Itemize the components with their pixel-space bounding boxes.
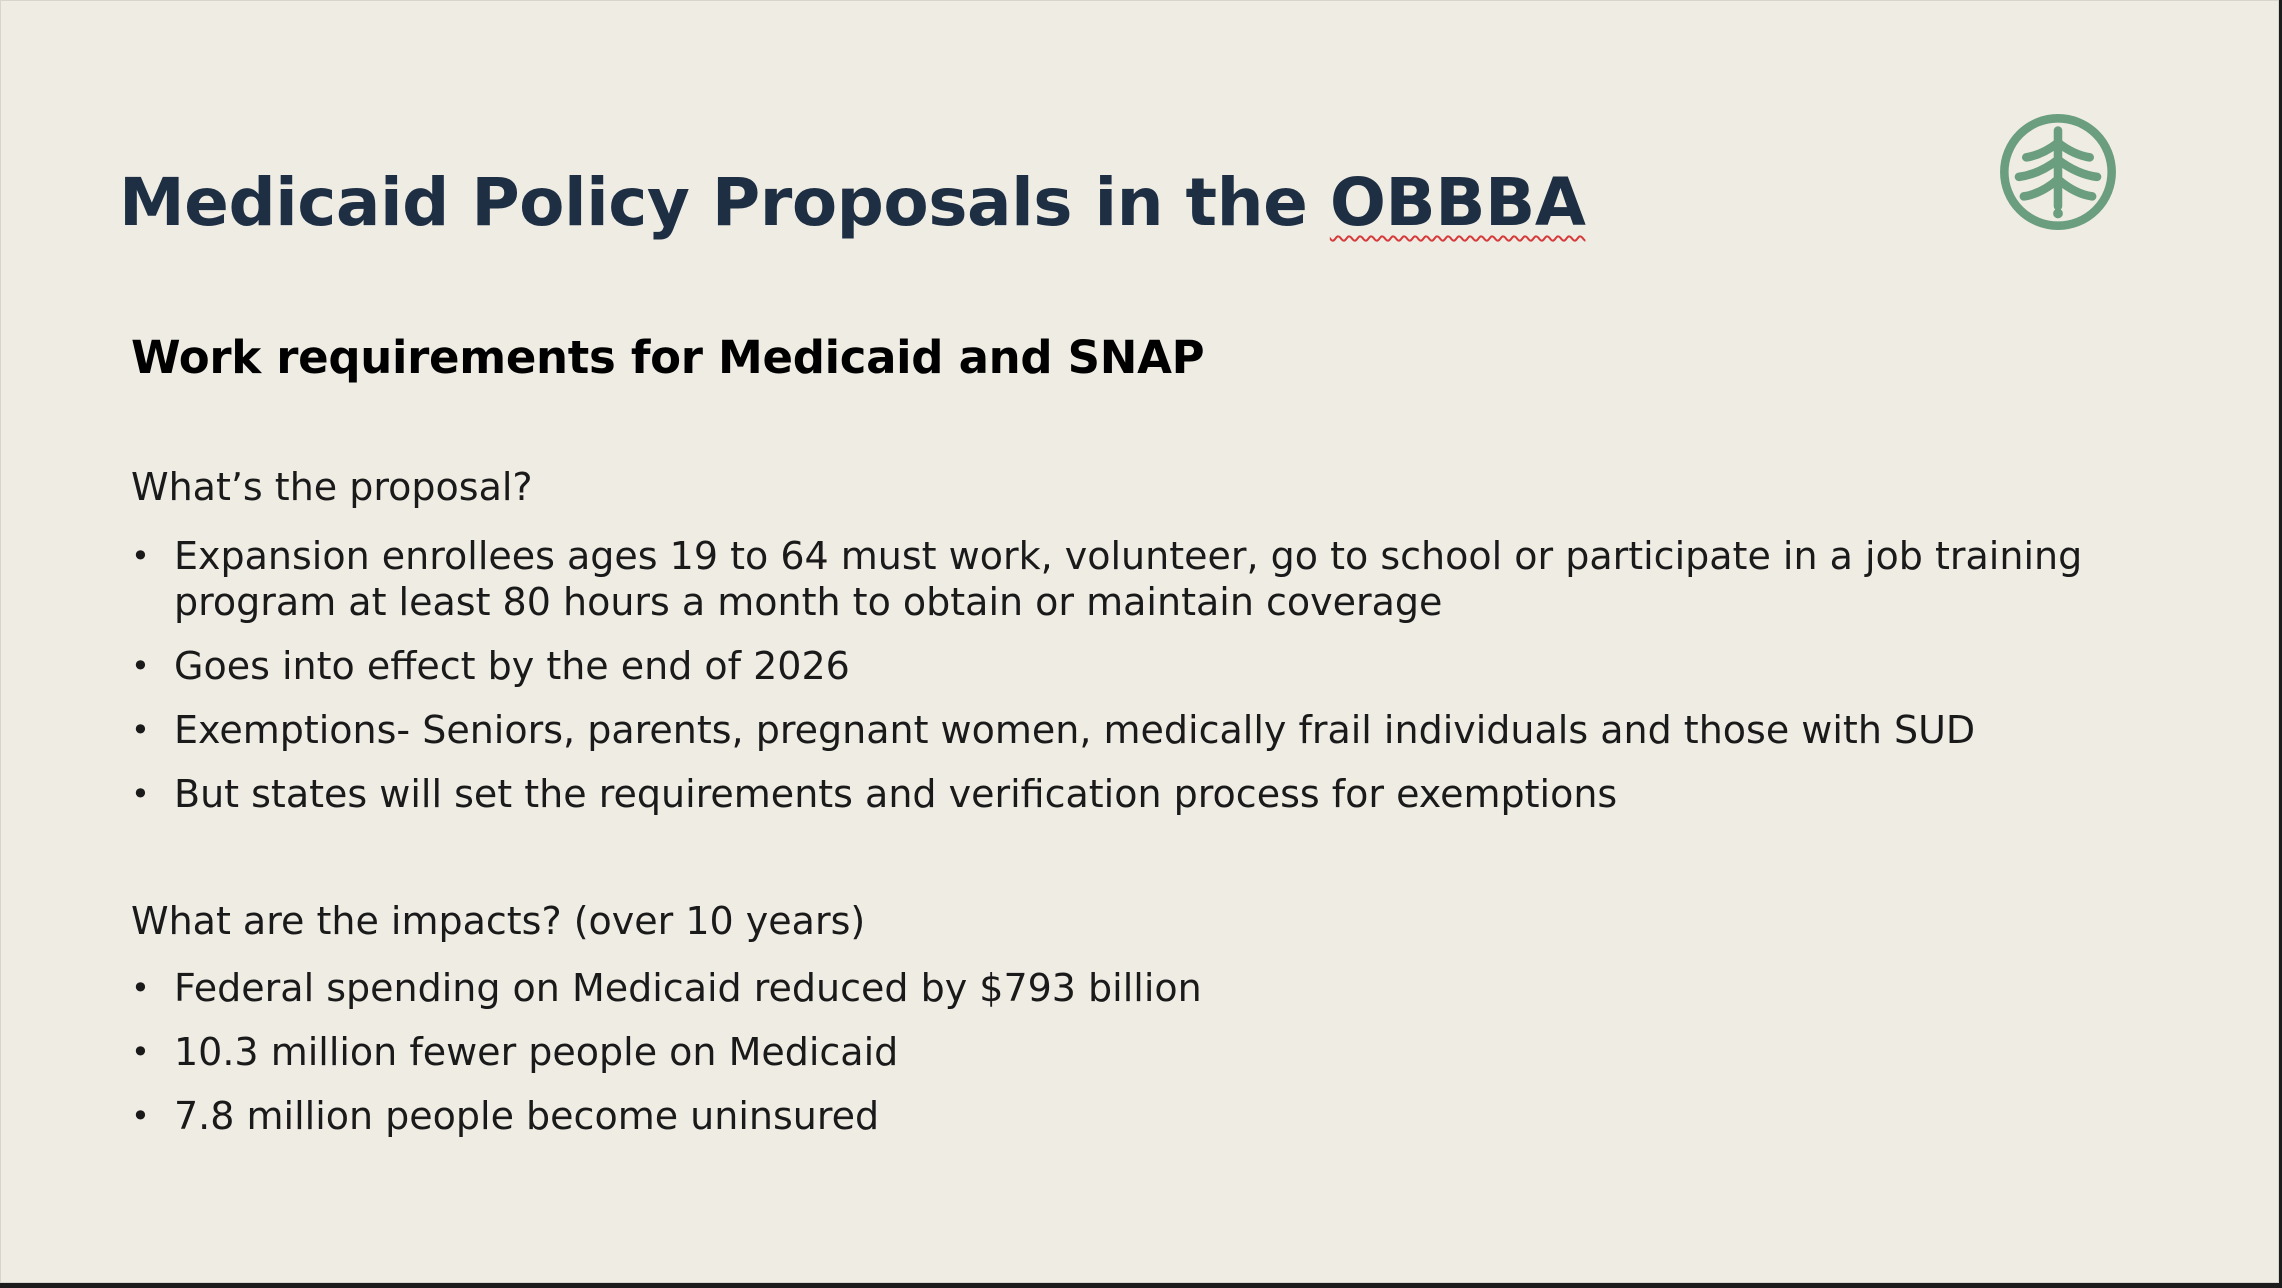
list-item: • Federal spending on Medicaid reduced by $793 billion [131,965,2091,1011]
proposal-bullet-list [131,533,2091,835]
list-item: • But states will set the requirements and verification process for exemptions [131,771,2091,817]
slide-title [119,164,1586,241]
list-item: • Exemptions- Seniors, parents, pregnant women, medically frail individuals and those with SUD [131,707,2091,753]
list-item: • 7.8 million people become uninsured [131,1093,2091,1139]
slide-title-acronym: OBBBA [1329,164,1586,241]
slide-title-main: Medicaid Policy Proposals in the [119,164,1330,241]
impacts-bullet-list [131,965,2091,1157]
impacts-heading: What are the impacts? (over 10 years) [131,899,866,943]
tree-seal-icon [1997,111,2119,233]
list-item: • Expansion enrollees ages 19 to 64 must work, volunteer, go to school or participate in a job training program at least 80 hours a month to obtain or maintain coverage [131,533,2091,625]
list-item: • 10.3 million fewer people on Medicaid [131,1029,2091,1075]
slide-subtitle: Work requirements for Medicaid and SNAP [131,331,1205,384]
list-item: • Goes into effect by the end of 2026 [131,643,2091,689]
proposal-heading: What’s the proposal? [131,465,533,509]
